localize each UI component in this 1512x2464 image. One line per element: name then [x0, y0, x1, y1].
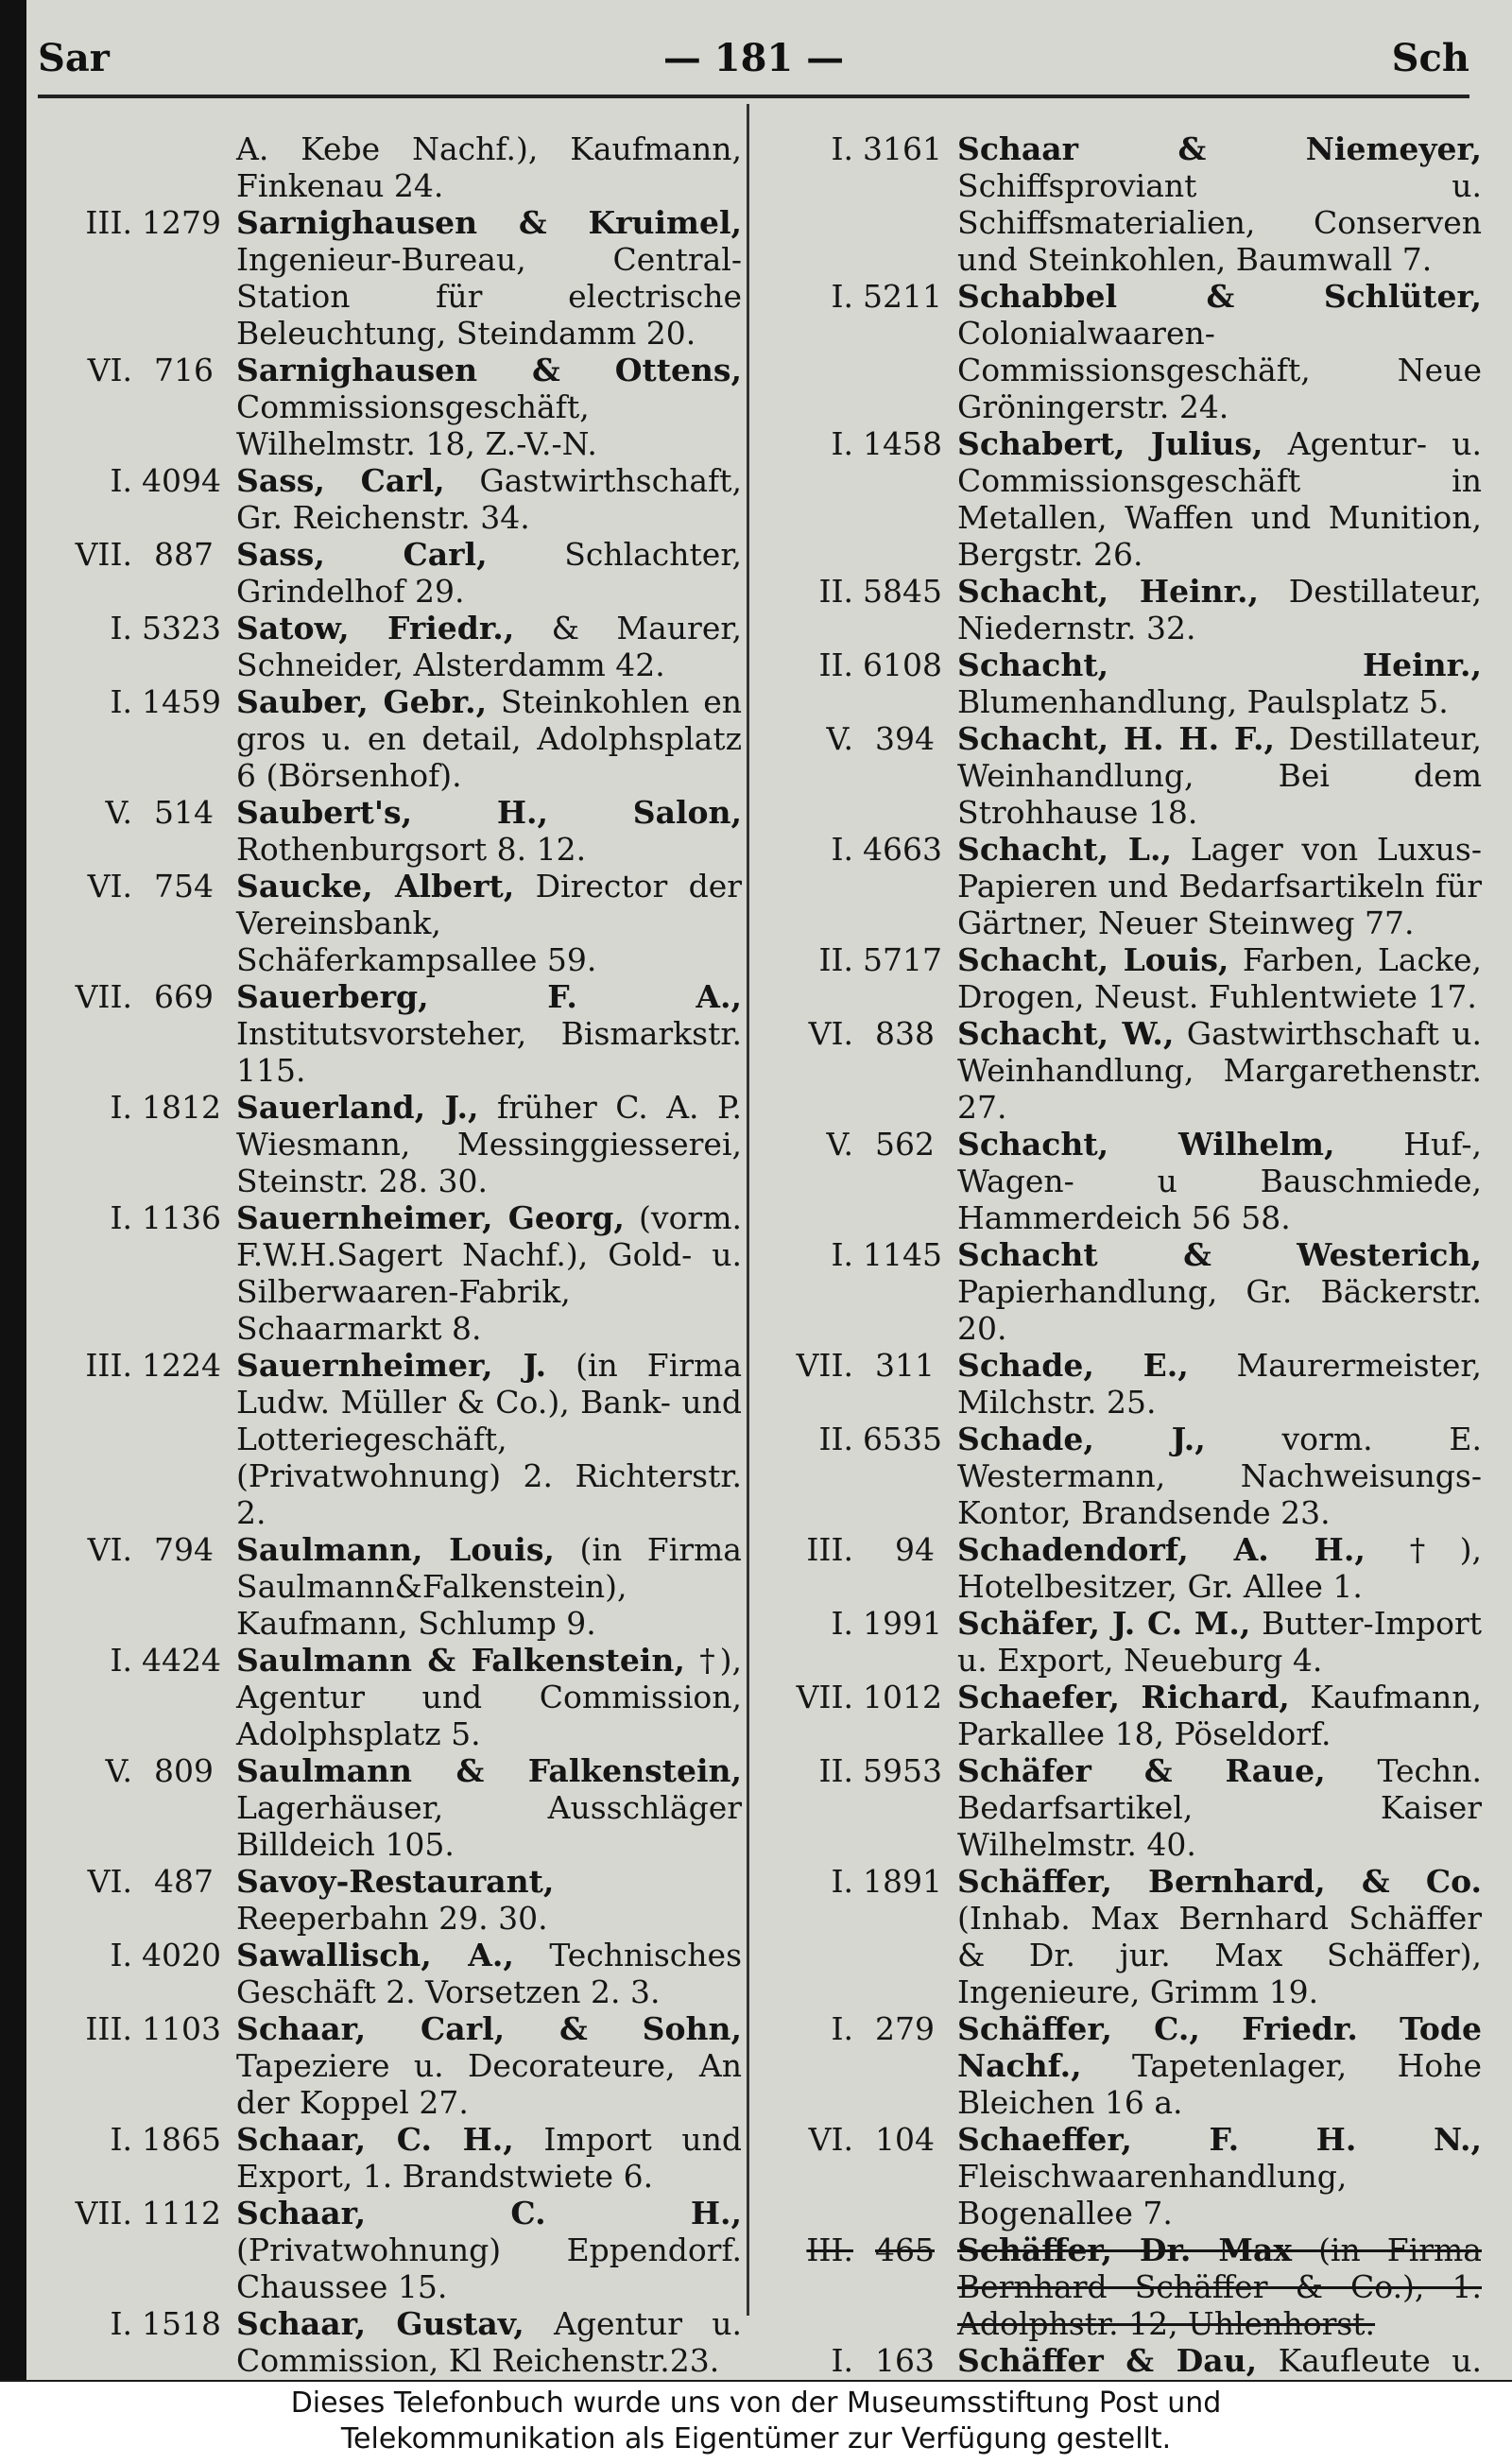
- footer-line-2: Telekommunikation als Eigentümer zur Verfügung gestellt.: [340, 2422, 1172, 2455]
- entry-details: Kaufleute u.: [1278, 2342, 1482, 2379]
- entry-details: Maurermeister, Milchstr. 25.: [957, 1347, 1482, 1421]
- entry-phone-number: 1103: [142, 2010, 221, 2047]
- entry-text: [236, 683, 742, 794]
- entry-name: Schäfer, J. C. M.,: [957, 1605, 1251, 1642]
- entry-name: Schabert, Julius,: [957, 425, 1263, 462]
- entry-district: VI.: [87, 868, 132, 905]
- header-right-keyword: Sch: [1391, 36, 1469, 80]
- directory-entry: [43, 794, 742, 868]
- entry-district: VII.: [75, 2195, 132, 2231]
- entry-district: I.: [831, 1863, 853, 1900]
- entry-details: Ingenieur-Bureau, Central-Station für electrische Beleuchtung, Steindamm 20.: [236, 241, 742, 352]
- entry-details: Kaufmann, Parkallee 18, Pöseldorf.: [957, 1679, 1482, 1752]
- entry-name: Schaar, C. H.,: [236, 2195, 742, 2231]
- directory-entry: [43, 978, 742, 1089]
- directory-entry: [764, 646, 1482, 720]
- entry-phone-number: 5323: [142, 610, 221, 646]
- entry-name: Sauber, Gebr.,: [236, 683, 488, 720]
- entry-name: Schaar & Niemeyer,: [957, 130, 1482, 167]
- entry-details: Blumenhandlung, Paulsplatz 5.: [957, 683, 1449, 720]
- entry-phone-number: 1991: [863, 1605, 942, 1642]
- entry-phone-number: 4424: [142, 1642, 221, 1679]
- entry-district: I.: [831, 278, 853, 315]
- directory-entry: [43, 2010, 742, 2121]
- entry-district: I.: [110, 1089, 132, 1126]
- entry-text: [957, 1421, 1482, 1531]
- entry-district: VI.: [808, 2121, 853, 2158]
- entry-text: [957, 1752, 1482, 1863]
- entry-name: Saucke, Albert,: [236, 868, 515, 905]
- entry-details: (vorm. F.W.H.Sagert Nachf.), Gold- u. Silberwaaren-Fabrik, Schaarmarkt 8.: [236, 1199, 742, 1347]
- entry-name: Schäffer & Dau,: [957, 2342, 1258, 2379]
- entry-text: [957, 1347, 1482, 1421]
- entry-details: Commissionsgeschäft, Wilhelmstr. 18, Z.-V.-N.: [236, 388, 597, 462]
- directory-entry: [43, 610, 742, 683]
- entry-district: I.: [831, 1236, 853, 1273]
- entry-phone-number: 487: [154, 1863, 214, 1900]
- directory-entry: [43, 2121, 742, 2195]
- entry-phone-number: 5211: [863, 278, 942, 315]
- entry-name: Saulmann, Louis,: [236, 1531, 555, 1568]
- directory-entry: [43, 1752, 742, 1863]
- entry-district: I.: [831, 831, 853, 868]
- directory-entry: [43, 2305, 742, 2379]
- entry-district: I.: [110, 1199, 132, 1236]
- entry-text: [236, 1347, 742, 1531]
- entry-name: Schaefer, Richard,: [957, 1679, 1290, 1715]
- entry-district: I.: [110, 462, 132, 499]
- directory-entry: [43, 1642, 742, 1752]
- entry-details: Fleischwaarenhandlung, Bogenallee 7.: [957, 2158, 1348, 2231]
- entry-phone-number: 279: [875, 2010, 935, 2047]
- entry-phone-number: 1112: [142, 2195, 221, 2231]
- entry-details: Agentur u. Commission, Kl Reichenstr.23.: [236, 2305, 743, 2379]
- entry-text: [957, 1863, 1482, 2010]
- entry-details: A. Kebe Nachf.), Kaufmann, Finkenau 24.: [236, 130, 742, 204]
- entry-name: Schacht, Louis,: [957, 941, 1229, 978]
- entry-text: [957, 1679, 1482, 1752]
- entry-text: [957, 1126, 1482, 1236]
- entry-details: Butter-Import u. Export, Neueburg 4.: [957, 1605, 1482, 1679]
- entry-details: (in Firma Ludw. Müller & Co.), Bank- und Lotteriegeschäft, (Privatwohnung) 2. Richterstr. 2.: [236, 1347, 742, 1531]
- entry-district: II.: [818, 1752, 853, 1789]
- entry-district: III.: [806, 1531, 853, 1568]
- entry-phone-number: 1136: [142, 1199, 221, 1236]
- entry-text: [957, 573, 1482, 646]
- left-column: [43, 130, 742, 2379]
- entry-phone-number: 6108: [863, 646, 942, 683]
- entry-phone-number: 1891: [863, 1863, 942, 1900]
- entry-text: [236, 536, 742, 610]
- entry-name: Schabbel & Schlüter,: [957, 278, 1482, 315]
- entry-district: VI.: [808, 1015, 853, 1052]
- entry-name: Schadendorf, A. H.,: [957, 1531, 1366, 1568]
- directory-entry: [764, 1605, 1482, 1679]
- entry-district: III.: [85, 2010, 132, 2047]
- entry-district: I.: [110, 2121, 132, 2158]
- entry-name: Schäffer, Bernhard, & Co.: [957, 1863, 1482, 1900]
- entry-district: I.: [831, 130, 853, 167]
- entry-text: [236, 1199, 742, 1347]
- directory-entry: [764, 720, 1482, 831]
- directory-entry: [764, 130, 1482, 278]
- entry-text: [957, 2231, 1482, 2342]
- directory-entry: [43, 1347, 742, 1531]
- entry-phone-number: 6535: [863, 1421, 942, 1457]
- directory-entry: [764, 2010, 1482, 2121]
- entry-text: [236, 1089, 742, 1199]
- entry-details: Technisches Geschäft 2. Vorsetzen 2. 3.: [236, 1937, 742, 2010]
- entry-text: [957, 831, 1482, 941]
- entry-text: [957, 130, 1482, 278]
- entry-name: Schade, E.,: [957, 1347, 1189, 1384]
- entry-text: [957, 1236, 1482, 1347]
- entry-name: Schäffer, Dr. Max: [957, 2231, 1292, 2268]
- entry-district: VII.: [75, 978, 132, 1015]
- entry-district: I.: [831, 425, 853, 462]
- entry-details: Techn. Bedarfsartikel, Kaiser Wilhelmstr. 40.: [957, 1752, 1482, 1863]
- directory-entry: [764, 573, 1482, 646]
- entry-name: Sawallisch, A.,: [236, 1937, 514, 1973]
- directory-entry: [43, 683, 742, 794]
- entry-phone-number: 1812: [142, 1089, 221, 1126]
- entry-phone-number: 1518: [142, 2305, 221, 2342]
- entry-district: [43, 130, 142, 204]
- entry-details: Tapeziere u. Decorateure, An der Koppel 27.: [236, 2047, 742, 2121]
- entry-phone-number: 94: [895, 1531, 935, 1568]
- entry-name: Sass, Carl,: [236, 536, 488, 573]
- scan-margin: [0, 0, 26, 2380]
- entry-details: Destillateur, Niedernstr. 32.: [957, 573, 1482, 646]
- entry-phone-number: 669: [154, 978, 214, 1015]
- entry-name: Schäfer & Raue,: [957, 1752, 1326, 1789]
- directory-entry: [43, 352, 742, 462]
- directory-entry: [764, 1236, 1482, 1347]
- entry-phone-number: 4663: [863, 831, 942, 868]
- entry-name: Schäffer, C., Friedr. Tode Nachf.,: [957, 2010, 1482, 2084]
- entry-phone-number: 794: [154, 1531, 214, 1568]
- entry-text: [236, 2121, 742, 2195]
- directory-entry: [43, 204, 742, 352]
- entry-text: [957, 2121, 1482, 2231]
- entry-district: VII.: [796, 1679, 853, 1715]
- directory-entry: [764, 941, 1482, 1015]
- directory-entry: [43, 2195, 742, 2305]
- directory-entry: [764, 1126, 1482, 1236]
- directory-entry: [764, 1752, 1482, 1863]
- directory-entry: [43, 1937, 742, 2010]
- entry-text: [236, 130, 742, 204]
- directory-entry: [764, 1863, 1482, 2010]
- entry-details: Huf-, Wagen- u Bauschmiede, Hammerdeich 56 58.: [957, 1126, 1482, 1236]
- entry-phone-number: 1279: [142, 204, 221, 241]
- directory-entry: [764, 1679, 1482, 1752]
- entry-name: Schaar, C. H.,: [236, 2121, 514, 2158]
- entry-district: V.: [105, 1752, 132, 1789]
- entry-text: [236, 868, 742, 978]
- entry-district: I.: [110, 610, 132, 646]
- entry-district: III.: [85, 204, 132, 241]
- entry-name: Savoy-Restaurant,: [236, 1863, 555, 1900]
- entry-text: [236, 2305, 742, 2379]
- entry-text: [957, 2010, 1482, 2121]
- entry-phone-number: 1865: [142, 2121, 221, 2158]
- entry-name: Saulmann & Falkenstein,: [236, 1752, 742, 1789]
- entry-name: Sass, Carl,: [236, 462, 445, 499]
- entry-phone-number: 754: [154, 868, 214, 905]
- entry-district: II.: [818, 1421, 853, 1457]
- entry-phone-number: 5953: [863, 1752, 942, 1789]
- entry-text: [957, 941, 1482, 1015]
- entry-name: Schacht, W.,: [957, 1015, 1175, 1052]
- entry-phone-number: 104: [875, 2121, 935, 2158]
- entry-phone-number: 716: [154, 352, 214, 388]
- directory-entry: [43, 462, 742, 536]
- entry-text: [957, 425, 1482, 573]
- entry-phone-number: 311: [875, 1347, 935, 1384]
- entry-details: (in Firma Saulmann&Falkenstein), Kaufmann, Schlump 9.: [236, 1531, 742, 1642]
- entry-name: Sarnighausen & Ottens,: [236, 352, 742, 388]
- entry-phone-number: 809: [154, 1752, 214, 1789]
- entry-phone-number: 4094: [142, 462, 221, 499]
- entry-district: VI.: [87, 1863, 132, 1900]
- entry-phone-number: 887: [154, 536, 214, 573]
- entry-phone-number: 1459: [142, 683, 221, 720]
- entry-details: Schlachter, Grindelhof 29.: [236, 536, 742, 610]
- entry-details: Steinkohlen en gros u. en detail, Adolphsplatz 6 (Börsenhof).: [236, 683, 743, 794]
- entry-phone-number: 562: [875, 1126, 935, 1163]
- entry-details: & Maurer, Schneider, Alsterdamm 42.: [236, 610, 742, 683]
- entry-details: Destillateur, Weinhandlung, Bei dem Strohhause 18.: [957, 720, 1482, 831]
- entry-phone-number: 1458: [863, 425, 942, 462]
- entry-details: Farben, Lacke, Drogen, Neust. Fuhlentwiete 17.: [957, 941, 1482, 1015]
- directory-entry: [43, 1199, 742, 1347]
- directory-entry: [764, 1347, 1482, 1421]
- entry-text: [236, 2010, 742, 2121]
- entry-text: [957, 1015, 1482, 1126]
- entry-phone-number: 5717: [863, 941, 942, 978]
- entry-district: V.: [105, 794, 132, 831]
- entry-text: [957, 2342, 1482, 2380]
- entry-name: Schaar, Gustav,: [236, 2305, 524, 2342]
- entry-phone-number: 1012: [863, 1679, 942, 1715]
- entry-details: früher C. A. P. Wiesmann, Messinggiesserei, Steinstr. 28. 30.: [236, 1089, 742, 1199]
- entry-district: I.: [110, 2305, 132, 2342]
- entry-district: V.: [826, 1126, 853, 1163]
- header-left-keyword: Sar: [38, 36, 110, 80]
- directory-entry: [764, 1015, 1482, 1126]
- entry-name: Schacht, L.,: [957, 831, 1172, 868]
- entry-text: [236, 1531, 742, 1642]
- entry-details: Gastwirthschaft, Gr. Reichenstr. 34.: [236, 462, 742, 536]
- entry-phone-number: 838: [875, 1015, 935, 1052]
- entry-text: [957, 1605, 1482, 1679]
- entry-text: [236, 204, 742, 352]
- entry-district: III.: [806, 2231, 853, 2268]
- entry-district: V.: [826, 720, 853, 757]
- entry-district: I.: [110, 1642, 132, 1679]
- entry-details: (in Firma Bernhard Schäffer & Co.), 1. Adolphstr. 12, Uhlenhorst.: [957, 2231, 1482, 2342]
- entry-name: Schacht & Westerich,: [957, 1236, 1482, 1273]
- entry-phone-number: 394: [875, 720, 935, 757]
- entry-phone-number: 1224: [142, 1347, 221, 1384]
- entry-details: Lagerhäuser, Ausschläger Billdeich 105.: [236, 1789, 742, 1863]
- entry-details: Gastwirthschaft u. Weinhandlung, Margarethenstr. 27.: [957, 1015, 1482, 1126]
- directory-entry: [764, 1531, 1482, 1605]
- entry-details: Papierhandlung, Gr. Bäckerstr. 20.: [957, 1273, 1482, 1347]
- page-header: [38, 28, 1469, 85]
- entry-details: Schiffsproviant u. Schiffsmaterialien, Conserven und Steinkohlen, Baumwall 7.: [957, 167, 1482, 278]
- entry-details: Institutsvorsteher, Bismarkstr. 115.: [236, 1015, 742, 1089]
- entry-phone-number: [142, 130, 236, 204]
- entry-name: Sauernheimer, J.: [236, 1347, 547, 1384]
- entry-details: Tapetenlager, Hohe Bleichen 16 a.: [957, 2047, 1482, 2121]
- directory-entry: [43, 1089, 742, 1199]
- entry-details: Agentur- u. Commissionsgeschäft in Metallen, Waffen und Munition, Bergstr. 26.: [957, 425, 1482, 573]
- entry-district: I.: [110, 683, 132, 720]
- entry-district: II.: [818, 573, 853, 610]
- entry-details: †), Agentur und Commission, Adolphsplatz 5.: [236, 1642, 742, 1752]
- entry-name: Sauerberg, F. A.,: [236, 978, 742, 1015]
- directory-entry: [764, 2342, 1482, 2380]
- entry-text: [957, 278, 1482, 425]
- entry-name: Schaeffer, F. H. N.,: [957, 2121, 1482, 2158]
- entry-district: VI.: [87, 1531, 132, 1568]
- entry-details: Import und Export, 1. Brandstwiete 6.: [236, 2121, 743, 2195]
- entry-text: [957, 720, 1482, 831]
- entry-phone-number: 163: [875, 2342, 935, 2379]
- directory-entry: [764, 1421, 1482, 1531]
- entry-phone-number: 3161: [863, 130, 942, 167]
- entry-phone-number: 4020: [142, 1937, 221, 1973]
- entry-details: Reeperbahn 29. 30.: [236, 1900, 548, 1937]
- entry-details: †), Hotelbesitzer, Gr. Allee 1.: [957, 1531, 1482, 1605]
- entry-details: Lager von Luxus-Papieren und Bedarfsartikeln für Gärtner, Neuer Steinweg 77.: [957, 831, 1482, 941]
- entry-phone-number: 5845: [863, 573, 942, 610]
- entry-name: Sauerland, J.,: [236, 1089, 479, 1126]
- entry-name: Schacht, Heinr.,: [957, 646, 1482, 683]
- entry-name: Schacht, H. H. F.,: [957, 720, 1275, 757]
- right-column: [764, 130, 1482, 2380]
- entry-district: VI.: [87, 352, 132, 388]
- entry-name: Schaar, Carl, & Sohn,: [236, 2010, 742, 2047]
- entry-district: II.: [818, 646, 853, 683]
- footer-note: [0, 2382, 1512, 2464]
- entry-district: VII.: [75, 536, 132, 573]
- entry-district: I.: [831, 1605, 853, 1642]
- footer-line-1: Dieses Telefonbuch wurde uns von der Museumsstiftung Post und: [290, 2386, 1222, 2420]
- entry-details: (Inhab. Max Bernhard Schäffer & Dr. jur. Max Schäffer), Ingenieure, Grimm 19.: [957, 1900, 1482, 2010]
- directory-entry: [43, 868, 742, 978]
- entry-name: Saulmann & Falkenstein,: [236, 1642, 685, 1679]
- directory-entry: [764, 425, 1482, 573]
- entry-name: Saubert's, H., Salon,: [236, 794, 742, 831]
- entry-phone-number: 514: [154, 794, 214, 831]
- entry-details: (Privatwohnung) Eppendorf. Chaussee 15.: [236, 2231, 742, 2305]
- page-number: — 181 —: [662, 36, 845, 80]
- entry-district: I.: [831, 2010, 853, 2047]
- directory-entry: [764, 278, 1482, 425]
- entry-text: [236, 1937, 742, 2010]
- directory-entry: [43, 1863, 742, 1937]
- entry-text: [236, 1642, 742, 1752]
- entry-district: I.: [110, 1937, 132, 1973]
- directory-entry: [764, 2121, 1482, 2231]
- entry-text: [236, 2195, 742, 2305]
- entry-details: Director der Vereinsbank, Schäferkampsallee 59.: [236, 868, 743, 978]
- entry-text: [236, 794, 742, 868]
- header-rule: [38, 95, 1469, 98]
- entry-phone-number: 1145: [863, 1236, 942, 1273]
- column-divider: [747, 104, 749, 2316]
- directory-entry: [43, 130, 742, 204]
- entry-name: Sarnighausen & Kruimel,: [236, 204, 742, 241]
- entry-district: VII.: [796, 1347, 853, 1384]
- entry-name: Schade, J.,: [957, 1421, 1206, 1457]
- entry-district: II.: [818, 941, 853, 978]
- entry-district: III.: [85, 1347, 132, 1384]
- entry-text: [236, 1752, 742, 1863]
- entry-text: [957, 646, 1482, 720]
- entry-text: [236, 610, 742, 683]
- entry-name: Satow, Friedr.,: [236, 610, 515, 646]
- entry-text: [236, 1863, 742, 1937]
- entry-details: vorm. E. Westermann, Nachweisungs-Kontor, Brandsende 23.: [957, 1421, 1482, 1531]
- entry-details: Colonialwaaren-Commissionsgeschäft, Neue Gröningerstr. 24.: [957, 315, 1482, 425]
- entry-details: Rothenburgsort 8. 12.: [236, 831, 587, 868]
- entry-name: Sauernheimer, Georg,: [236, 1199, 625, 1236]
- entry-phone-number: 465: [875, 2231, 935, 2268]
- entry-text: [957, 1531, 1482, 1605]
- directory-entry: [43, 1531, 742, 1642]
- directory-entry: [764, 831, 1482, 941]
- entry-district: I.: [831, 2342, 853, 2379]
- entry-text: [236, 462, 742, 536]
- directory-entry: [764, 2231, 1482, 2342]
- entry-text: [236, 352, 742, 462]
- entry-name: Schacht, Wilhelm,: [957, 1126, 1335, 1163]
- directory-entry: [43, 536, 742, 610]
- entry-name: Schacht, Heinr.,: [957, 573, 1259, 610]
- entry-text: [236, 978, 742, 1089]
